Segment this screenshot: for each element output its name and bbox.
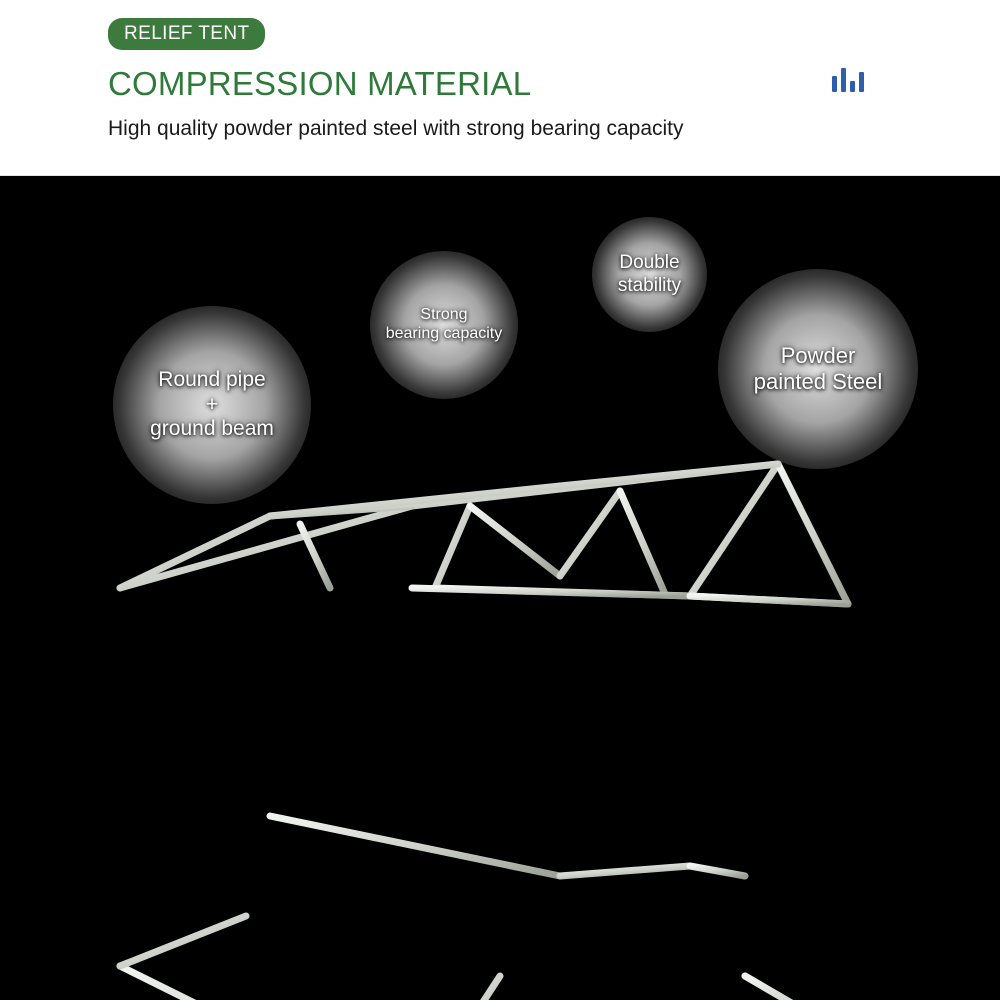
callout-line: painted Steel <box>753 369 883 394</box>
callout-line: ground beam <box>150 417 274 441</box>
signal-bars-icon <box>832 66 872 92</box>
callout-powder-painted-steel <box>718 269 918 469</box>
page-subtitle: High quality powder painted steel with strong bearing capacity <box>108 117 684 140</box>
header <box>0 0 1000 176</box>
callout-line: stability <box>617 274 682 296</box>
callout-line: Round pipe <box>158 367 266 391</box>
callout-line: + <box>205 392 219 416</box>
callout-line: Powder <box>780 343 856 369</box>
callout-strong-bearing <box>370 251 518 399</box>
callout-round-pipe <box>113 306 311 504</box>
callout-double-stability <box>592 217 707 332</box>
page-title: COMPRESSION MATERIAL <box>108 65 532 102</box>
relief-tent-badge: RELIEF TENT <box>108 18 265 50</box>
product-photo <box>0 176 1000 1000</box>
callout-line: Strong <box>420 306 468 324</box>
callout-line: bearing capacity <box>385 325 503 342</box>
callout-line: Double <box>619 252 680 274</box>
